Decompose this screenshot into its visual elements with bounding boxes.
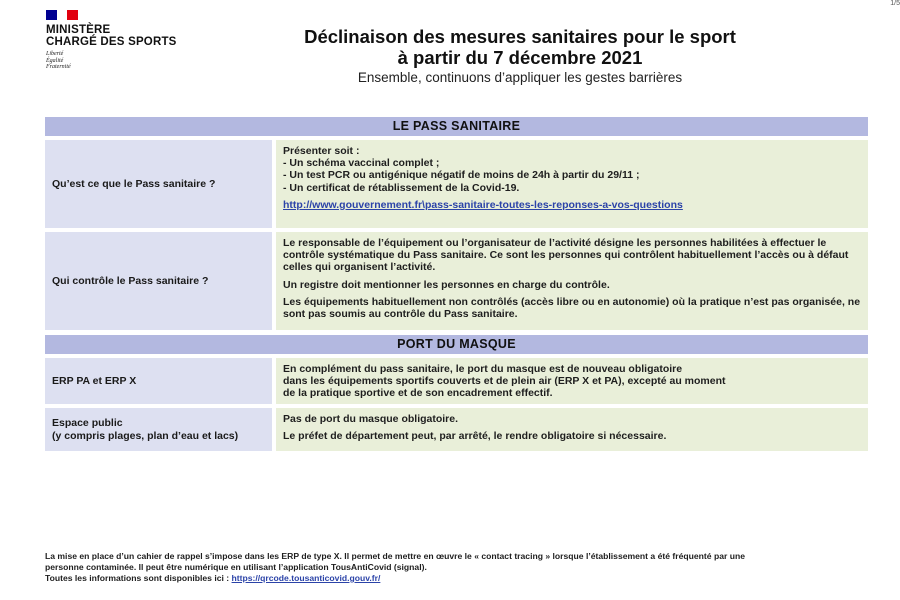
tousanticovid-link[interactable]: https://qrcode.tousanticovid.gouv.fr/ xyxy=(231,573,381,583)
public-space-text-1: Pas de port du masque obligatoire. xyxy=(283,413,459,425)
pass-control-paragraph-2: Un registre doit mentionner les personnes en charge du contrôle. xyxy=(283,278,610,291)
ministry-logo xyxy=(46,10,196,71)
pass-control-paragraph-1: Le responsable de l’équipement ou l’organisateur de l’activité désigne les personnes habilitées à effectuer le contrôle systématique du Pass sanitaire. Ce sont les personnes qui contrôlent habituellement l’accès ou à défaut celles qui organisent l’activité. xyxy=(283,237,849,274)
motto-liberte: Liberté xyxy=(46,51,64,57)
document-subtitle: Ensemble, continuons d’appliquer les gestes barrières xyxy=(357,70,683,85)
pass-control-row xyxy=(45,232,868,330)
ministry-name-line2: CHARGÉ DES SPORTS xyxy=(46,36,177,48)
document-title-line2: à partir du 7 décembre 2021 xyxy=(397,47,643,68)
page-number: 1/5 xyxy=(890,0,900,7)
public-space-label-line2: (y compris plages, plan d’eau et lacs) xyxy=(52,429,239,442)
mask-public-space-label xyxy=(45,408,272,451)
mask-erp-row xyxy=(45,358,868,404)
mask-erp-text xyxy=(276,358,868,404)
pass-line: - Un certificat de rétablissement de la Covid-19. xyxy=(283,181,520,194)
ministry-name-line1: MINISTÈRE xyxy=(46,24,111,36)
footer-line-2: personne contaminée. Il peut être numérique en utilisant l’application TousAntiCovid (signal). xyxy=(45,562,427,572)
footer-note xyxy=(45,551,875,584)
footer-line-3-prefix: Toutes les informations sont disponibles ici : xyxy=(45,573,232,583)
french-flag-icon xyxy=(46,10,78,20)
mask-public-space-row xyxy=(45,408,868,451)
pass-control-question: Qui contrôle le Pass sanitaire ? xyxy=(45,232,272,330)
pass-definition-row xyxy=(45,140,868,228)
pass-line: - Un test PCR ou antigénique négatif de moins de 24h à partir du 29/11 ; xyxy=(283,169,640,182)
republic-motto xyxy=(46,51,196,71)
public-space-text-2: Le préfet de département peut, par arrêté, le rendre obligatoire si nécessaire. xyxy=(283,430,667,443)
footer-line-1: La mise en place d’un cahier de rappel s’impose dans les ERP de type X. Il permet de mettre en œuvre le « contact tracing » lorsque l’établissement a été fréquenté par une xyxy=(45,551,745,561)
document-header xyxy=(260,26,780,87)
mask-erp-line: En complément du pass sanitaire, le port du masque est de nouveau obligatoire xyxy=(283,363,683,375)
pass-line: Présenter soit : xyxy=(283,145,360,157)
mask-erp-line: de la pratique sportive et de son encadrement effectif. xyxy=(283,387,553,400)
pass-control-answer xyxy=(276,232,868,330)
gouvernement-pass-link[interactable]: http://www.gouvernement.fr\pass-sanitaire-toutes-les-reponses-a-vos-questions xyxy=(283,198,683,211)
pass-definition-answer xyxy=(276,140,868,228)
pass-line: - Un schéma vaccinal complet ; xyxy=(283,157,440,170)
mask-section-header: PORT DU MASQUE xyxy=(45,335,868,354)
measures-table xyxy=(45,117,868,451)
pass-definition-question: Qu’est ce que le Pass sanitaire ? xyxy=(45,140,272,228)
mask-public-space-text xyxy=(276,408,868,451)
motto-egalite: Égalité xyxy=(46,57,64,64)
mask-erp-line: dans les équipements sportifs couverts et de plein air (ERP X et PA), excepté au moment xyxy=(283,375,726,388)
pass-control-paragraph-3: Les équipements habituellement non contrôlés (accès libre ou en autonomie) où la pratique n’est pas organisée, ne sont pas soumis au contrôle du Pass sanitaire. xyxy=(283,295,861,321)
document-title-line1: Déclinaison des mesures sanitaires pour le sport xyxy=(304,26,736,47)
motto-fraternite: Fraternité xyxy=(46,64,71,70)
pass-section-header: LE PASS SANITAIRE xyxy=(45,117,868,136)
mask-erp-label: ERP PA et ERP X xyxy=(45,358,272,404)
public-space-label-line1: Espace public xyxy=(52,416,123,429)
